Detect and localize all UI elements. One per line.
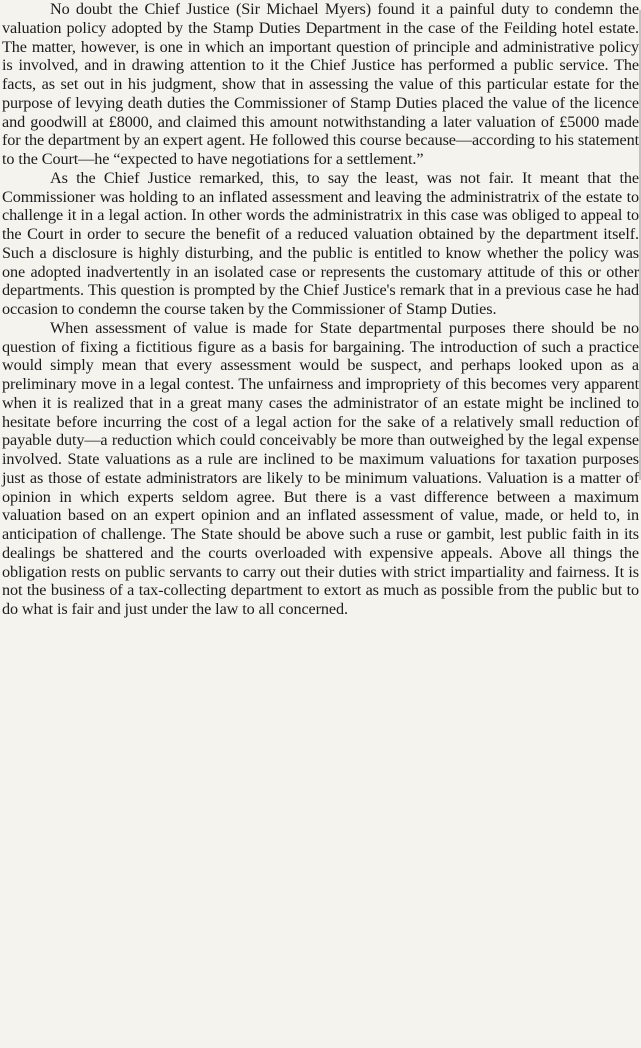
article-paragraph-2: As the Chief Justice remarked, this, to say the least, was not fair. It meant that the Commissioner was holding to an inflated assessment and leaving the administratrix of the estate to challenge it in a legal action. In other words the administratrix in this case was obliged to appeal to the Court in order to secure the benefit of a reduced valuation obtained by the department itself. Such a disclosure is highly disturbing, and the public is entitled to know whether the policy was one adopted inadvertently in an isolated case or represents the customary attitude of this or other departments. This question is prompted by the Chief Justice's remark that in a previous case he had occasion to condemn the course taken by the Commissioner of Stamp Duties.: [2, 168, 639, 318]
article-paragraph-3: When assessment of value is made for State departmental purposes there should be no question of fixing a fictitious figure as a basis for bargaining. The introduction of such a practice would simply mean that every assessment would be suspect, and perhaps looked upon as a preliminary move in a legal contest. The unfairness and impropriety of this becomes very apparent when it is realized that in a great many cases the administrator of an estate might be inclined to hesitate before incurring the cost of a legal action for the sake of a relatively small reduction of payable duty—a reduction which could conceivably be more than outweighed by the legal expense involved. State valuations as a rule are inclined to be maximum valuations for taxation purposes just as those of estate administrators are likely to be minimum valuations. Valuation is a matter of opinion in which experts seldom agree. But there is a vast difference between a maximum valuation based on an expert opinion and an inflated assessment of value, made, or held to, in anticipation of challenge. The State should be above such a ruse or gambit, lest public faith in its dealings be shattered and the courts overloaded with expensive appeals. Above all things the obligation rests on public servants to carry out their duties with strict impartiality and fairness. It is not the business of a tax-collecting department to extort as much as possible from the public but to do what is fair and just under the law to all concerned.: [2, 318, 639, 618]
article-paragraph-1: No doubt the Chief Justice (Sir Michael Myers) found it a painful duty to condemn the valuation policy adopted by the Stamp Duties Department in the case of the Feilding hotel estate. The matter, however, is one in which an important question of principle and administrative policy is involved, and in drawing attention to it the Chief Justice has performed a public service. The facts, as set out in his judgment, show that in assessing the value of this particular estate for the purpose of levying death duties the Commissioner of Stamp Duties placed the value of the licence and goodwill at £8000, and claimed this amount notwithstanding a later valuation of £5000 made for the department by an expert agent. He followed this course because—according to his statement to the Court—he “expected to have negotiations for a settlement.”: [2, 0, 639, 168]
editorial-article: [2, 0, 639, 619]
